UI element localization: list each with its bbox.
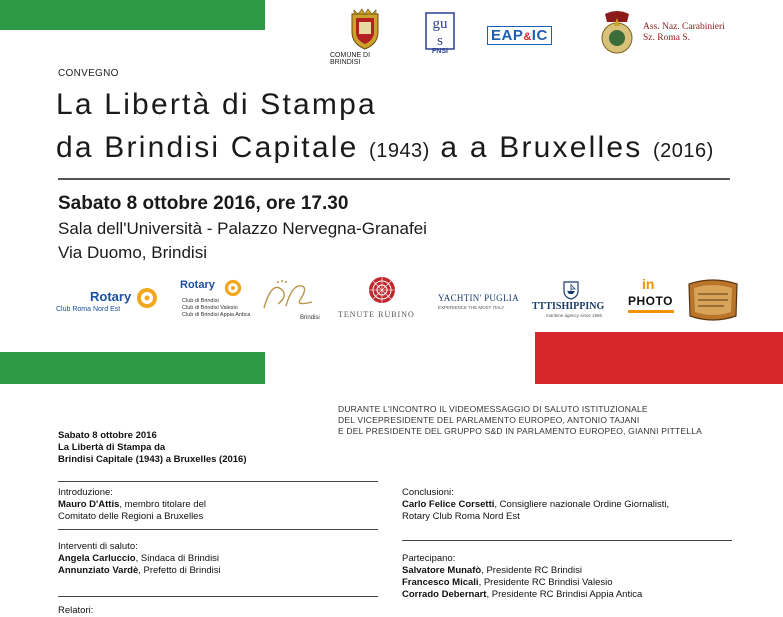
carabinieri-emblem-icon xyxy=(597,10,637,56)
rotary-brindisi-club-1: Club di Brindisi xyxy=(182,298,219,304)
notice-line-2: DEL VICEPRESIDENTE DEL PARLAMENTO EUROPEO, ANTONIO TAJANI xyxy=(338,415,640,425)
rotary-roma-name: Rotary xyxy=(90,289,132,304)
ttt-label: TTTISHIPPING xyxy=(532,301,605,312)
partecipano-3: Corrado Debernart, Presidente RC Brindisi Appia Antica xyxy=(402,589,643,600)
intro-speaker: Mauro D'Attis, membro titolare del xyxy=(58,499,206,510)
saluti-speaker-1: Angela Carluccio, Sindaca di Brindisi xyxy=(58,553,220,564)
event-date-time: Sabato 8 ottobre 2016, ore 17.30 xyxy=(58,193,349,214)
program-date: Sabato 8 ottobre 2016 xyxy=(58,430,157,441)
inner-wheel-sub: Brindisi xyxy=(300,315,320,321)
program-title-1: La Libertà di Stampa da xyxy=(58,442,166,453)
comune-caption: COMUNE DI BRINDISI xyxy=(330,52,371,66)
left-divider-3 xyxy=(58,596,378,597)
notice-line-3: E DEL PRESIDENTE DEL GRUPPO S&D IN PARLAMENTO EUROPEO, GIANNI PITTELLA xyxy=(338,426,702,436)
left-divider-1 xyxy=(58,481,378,482)
rotary-brindisi-name: Rotary xyxy=(180,279,215,291)
conclusioni-block xyxy=(402,487,669,523)
carabinieri-line1: Ass. Naz. Carabinieri xyxy=(643,22,725,32)
event-location-line-1: Sala dell'Università - Palazzo Nervegna-Granafei xyxy=(58,219,427,238)
partecipano-2: Francesco Micali, Presidente RC Brindisi Valesio xyxy=(402,577,613,588)
inphoto-photo: PHOTO xyxy=(628,294,673,308)
sponsor-inner-wheel xyxy=(258,278,328,324)
comune-brindisi-logo xyxy=(330,8,400,66)
gus-icon xyxy=(425,12,455,50)
carabinieri-line2: Sz. Roma S. xyxy=(643,33,690,43)
rotary-roma-sub: Club Roma Nord Est xyxy=(56,306,121,313)
eap-logo xyxy=(487,26,552,45)
gus-fnsi-logo xyxy=(420,12,460,55)
inphoto-in: in xyxy=(642,276,655,292)
svg-text:gu: gu xyxy=(432,16,448,32)
saluti-heading: Interventi di saluto: xyxy=(58,541,138,552)
red-banner-middle xyxy=(535,332,783,384)
sponsor-yachting-puglia xyxy=(438,293,524,317)
vintage-stamp-icon xyxy=(686,276,740,324)
intro-heading: Introduzione: xyxy=(58,487,113,498)
fnsi-label: FNSI xyxy=(432,48,448,55)
program-title-2: Brindisi Capitale (1943) a Bruxelles (2016) xyxy=(58,454,247,465)
partecipano-1: Salvatore Munafò, Presidente RC Brindisi xyxy=(402,565,583,576)
sponsor-ttt-shipping xyxy=(532,280,612,320)
sponsor-rotary-brindisi xyxy=(178,279,251,323)
saluti-speaker-2: Annunziato Vardè, Prefetto di Brindisi xyxy=(58,565,221,576)
coat-of-arms-icon xyxy=(348,8,382,50)
sponsor-tenute-rubino xyxy=(338,276,428,324)
relatori-heading: Relatori: xyxy=(58,605,94,616)
notice-line-1: DURANTE L'INCONTRO IL VIDEOMESSAGGIO DI SALUTO ISTITUZIONALE xyxy=(338,404,648,414)
event-location-line-2: Via Duomo, Brindisi xyxy=(58,243,207,262)
left-divider-2 xyxy=(58,529,378,530)
conclusioni-heading: Conclusioni: xyxy=(402,487,454,498)
convegno-label: CONVEGNO xyxy=(58,68,119,79)
rotary-wheel-icon xyxy=(136,287,158,309)
rubino-rosette-icon xyxy=(368,276,396,304)
sponsor-rotary-roma xyxy=(56,287,164,321)
script-monogram-icon xyxy=(258,278,320,314)
partecipano-block xyxy=(402,553,642,601)
green-banner-top xyxy=(0,0,265,30)
svg-text:s: s xyxy=(437,33,443,49)
inphoto-bar-icon xyxy=(628,310,674,313)
right-divider-1 xyxy=(402,540,732,541)
title-line-1: La Libertà di Stampa xyxy=(56,88,377,121)
title-divider xyxy=(58,178,730,180)
carabinieri-logo xyxy=(597,10,725,56)
rotary-brindisi-club-3: Club di Brindisi Appia Antica xyxy=(182,312,251,318)
ship-crest-icon xyxy=(562,280,580,300)
eap-label: EAP&IC xyxy=(487,26,552,45)
ttt-sub: maritime agency since 1966 xyxy=(546,313,603,318)
program-title-block xyxy=(58,430,247,466)
notice-block xyxy=(338,404,702,437)
yachting-sub: EXPERIENCE THE MOST ITALY xyxy=(438,305,505,310)
saluti-block xyxy=(58,541,221,577)
title-line-2: da Brindisi Capitale (1943) a a Bruxelles (2016) xyxy=(56,131,714,164)
conclusioni-speaker: Carlo Felice Corsetti, Consigliere nazionale Ordine Giornalisti, xyxy=(402,499,670,510)
green-banner-middle xyxy=(0,352,265,384)
sponsor-inphoto xyxy=(626,278,678,322)
intro-block xyxy=(58,487,206,523)
rotary-wheel-icon xyxy=(224,279,242,297)
tenute-label: TENUTE RUBINO xyxy=(338,310,415,319)
partecipano-heading: Partecipano: xyxy=(402,553,456,564)
sponsor-vintage-badge xyxy=(686,276,740,324)
rotary-brindisi-club-2: Club di Brindisi Valesio xyxy=(182,305,238,311)
yachting-label: YACHTIN' PUGLIA xyxy=(438,293,519,303)
intro-role: Comitato delle Regioni a Bruxelles xyxy=(58,511,204,522)
conclusioni-role: Rotary Club Roma Nord Est xyxy=(402,511,520,522)
